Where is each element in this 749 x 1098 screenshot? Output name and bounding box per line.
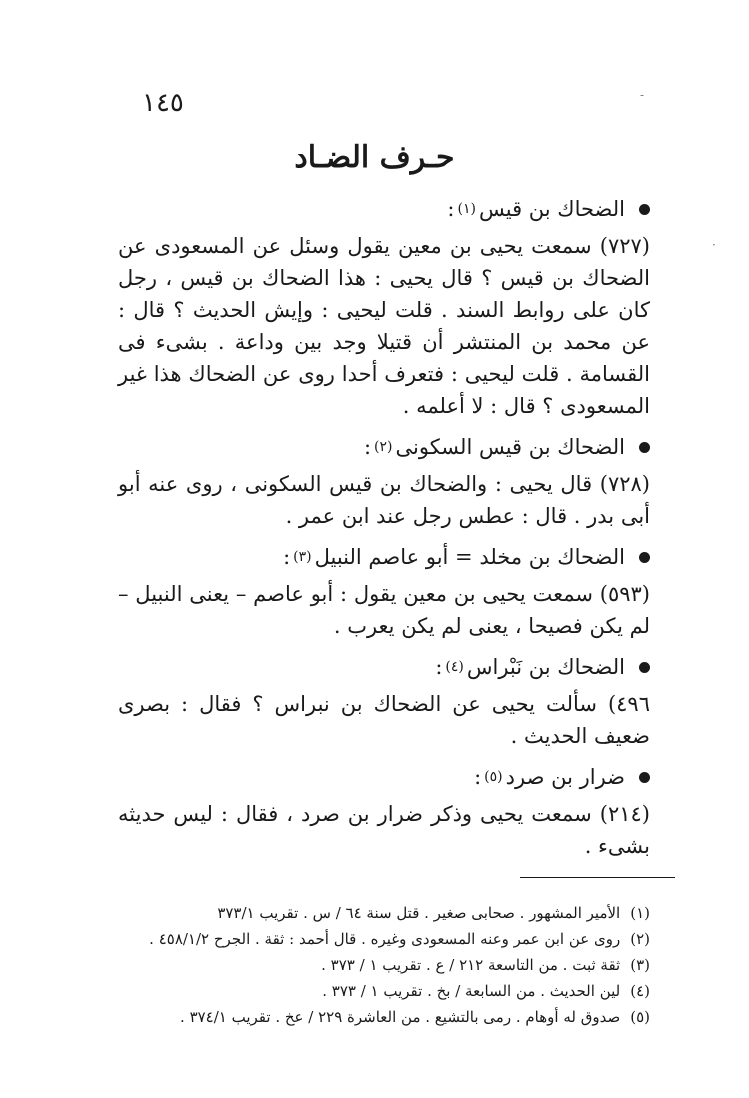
narrator-heading <box>118 428 650 466</box>
main-text <box>118 190 650 868</box>
footnote-number: (٥) <box>630 1008 650 1026</box>
heading-colon: : <box>435 655 443 679</box>
bullet-icon <box>639 442 650 453</box>
bullet-icon <box>639 204 650 215</box>
entry-section <box>118 538 650 642</box>
page-number: ١٤٥ <box>142 88 184 118</box>
narrator-heading <box>118 538 650 576</box>
scan-speck: · <box>712 238 716 252</box>
footnote <box>118 900 650 926</box>
footnote <box>118 926 650 952</box>
footnote <box>118 978 650 1004</box>
heading-colon: : <box>474 765 482 789</box>
footnote-marker: (٥) <box>484 769 503 785</box>
entry-section <box>118 190 650 422</box>
heading-colon: : <box>447 197 455 221</box>
narration-entry: ٤٩٦) سألت يحيى عن الضحاك بن نبراس ؟ فقال : بصرى ضعيف الحديث . <box>118 692 650 748</box>
chapter-title: حـرف الضـاد <box>294 140 455 175</box>
heading-colon: : <box>363 435 372 459</box>
heading-colon: : <box>283 545 291 569</box>
narrator-name: الضحاك بن مخلد = أبو عاصم النبيل <box>314 545 625 569</box>
narrator-heading <box>118 190 650 228</box>
narration-entry: (٥٩٣) سمعت يحيى بن معين يقول : أبو عاصم – يعنى النبيل – لم يكن فصيحا ، يعنى لم يكن يعرب . <box>118 582 650 638</box>
footnote <box>118 952 650 978</box>
narrator-heading <box>118 758 650 796</box>
footnote-number: (٣) <box>630 956 650 974</box>
footnote-text: روى عن ابن عمر وعنه المسعودى وغيره . قال أحمد : ثقة . الجرح ٤٥٨/١/٢ . <box>149 930 621 948</box>
footnote-number: (٢) <box>630 930 650 948</box>
narration-entry: (٢١٤) سمعت يحيى وذكر ضرار بن صرد ، فقال : ليس حديثه بشىء . <box>118 802 650 858</box>
entry-section <box>118 758 650 862</box>
bullet-icon <box>639 552 650 563</box>
narration-entry: (٧٢٨) قال يحيى : والضحاك بن قيس السكونى ، روى عنه أبو أبى بدر . قال : عطس رجل عند ابن عمر . <box>118 472 650 528</box>
entry-section <box>118 648 650 752</box>
scan-speck: - <box>640 88 645 102</box>
narrator-name: الضحاك بن قيس <box>478 197 625 221</box>
narrator-name: ضرار بن صرد <box>505 765 625 789</box>
footnote-marker: (٤) <box>445 659 464 675</box>
bullet-icon <box>639 662 650 673</box>
narrator-name: الضحاك بن قيس السكونى <box>395 435 625 459</box>
footnote-number: (١) <box>630 904 650 922</box>
bullet-icon <box>639 772 650 783</box>
footnote-marker: (٢) <box>374 439 393 455</box>
narration-entry: (٧٢٧) سمعت يحيى بن معين يقول وسئل عن المسعودى عن الضحاك بن قيس ؟ قال يحيى : هذا الضحاك بن قيس ، رجل كان على روابط السند . قلت ليحيى : وإيش الحديث ؟ قال : عن محمد بن المنتشر أن قتيلا وجد بين وداعة . بشىء فى القسامة . قلت ليحيى : فتعرف أحدا روى عن الضحاك هذا غير المسعودى ؟ قال : لا أعلمه . <box>118 234 650 418</box>
footnotes <box>118 900 650 1030</box>
footnote-marker: (١) <box>457 201 476 217</box>
footnote-separator <box>520 877 675 878</box>
footnote <box>118 1004 650 1030</box>
footnote-text: لين الحديث . من السابعة / بخ . تقريب ١ / ٣٧٣ . <box>322 982 621 1000</box>
footnote-marker: (٣) <box>293 549 312 565</box>
footnote-number: (٤) <box>630 982 650 1000</box>
footnote-text: صدوق له أوهام . رمى بالتشيع . من العاشرة ٢٢٩ / عخ . تقريب ٣٧٤/١ . <box>180 1008 621 1026</box>
narrator-heading <box>118 648 650 686</box>
entry-section <box>118 428 650 532</box>
footnote-text: الأمير المشهور . صحابى صغير . قتل سنة ٦٤ / س . تقريب ٣٧٣/١ <box>217 904 621 922</box>
narrator-name: الضحاك بن نَبْراس <box>466 655 625 679</box>
footnote-text: ثقة ثبت . من التاسعة ٢١٢ / ع . تقريب ١ / ٣٧٣ . <box>321 956 621 974</box>
